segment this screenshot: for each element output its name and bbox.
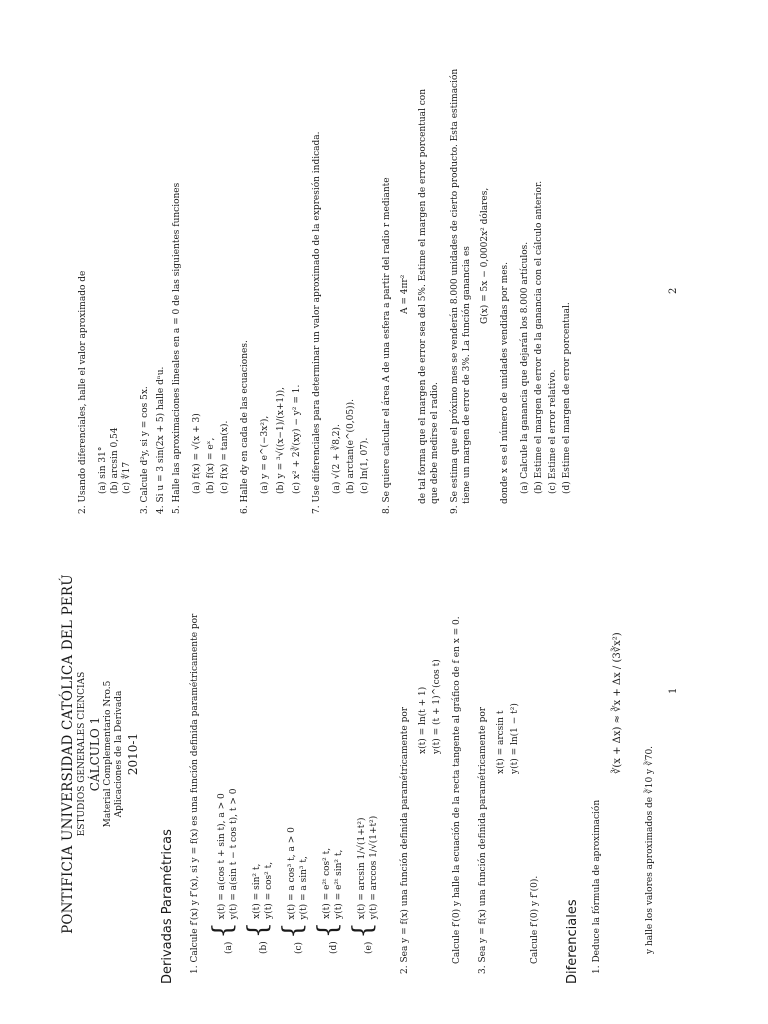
param-item-e [350,816,380,954]
question-7-item-a: (a) √(2 + ∛8,2). [332,424,342,494]
question-2-intro: 2. Usando diferenciales, halle el valor aproximado de [78,270,88,514]
question-6-intro: 6. Halle dy en cada de las ecuaciones. [240,340,250,514]
equation-x: x(t) = a cos³ t, a > 0 [287,827,298,920]
question-7-item-c: (c) ln(1, 07). [360,437,370,494]
question-5-item-c: (c) f(x) = tan(x). [220,420,230,494]
problem-3-intro: 3. Sea y = f(x) una función definida paramétricamente por [478,706,488,974]
left-brace: { [313,921,343,939]
item-label: (b) [259,941,269,954]
item-label: (e) [364,941,374,954]
question-7-item-b: (b) arctan(e^(0,05)). [346,399,356,494]
section-title-diferenciales: Diferenciales [565,899,580,984]
item-label: (a) [224,941,234,954]
item-label: (d) [329,941,339,954]
section-title-parametricas: Derivadas Paramétricas [160,829,175,984]
question-5-item-b: (b) f(x) = eˣ, [206,437,216,494]
equation-x: x(t) = a(cos t + sin t), a > 0 [217,793,228,920]
topic-line: Aplicaciones de la Derivada [114,690,125,818]
question-5-intro: 5. Halle las aproximaciones lineales en a = 0 de las siguientes funciones [172,182,182,514]
question-9-item-b: (b) Estime el margen de error de la ganancia con el cálculo anterior. [534,180,544,494]
equation-x: x(t) = arcsin 1/√(1+t²) [357,817,368,920]
page-number-1: 1 [668,687,679,694]
question-9-line-3: donde x es el número de unidades vendidas por mes. [500,261,510,504]
problem-2-eq-x: x(t) = ln(t + 1) [418,686,428,754]
problem-3-eq-y: y(t) = ln(1 − t²) [510,703,520,774]
right-column [0,14,768,514]
item-label: (c) [294,941,304,954]
equation-y: y(t) = arccos 1/√(1+t²) [368,815,379,920]
question-9-line-2: tiene un margen de error de 3%. La función ganancia es [462,246,472,504]
term-line: 2010-1 [125,732,140,776]
question-5-item-a: (a) f(x) = √(x + 3) [192,413,202,494]
question-8-formula: A = 4πr² [400,274,410,314]
param-item-b [245,862,275,954]
problem-3-outro: Calcule f′(0) y f″(0). [530,875,540,964]
page-number-2: 2 [668,287,679,294]
course-title: CÁLCULO 1 [88,716,103,792]
question-9-item-d: (d) Estime el margen de error porcentual. [562,302,572,494]
equation-y: y(t) = a(sin t − t cos t), t > 0 [228,788,239,920]
question-6-item-a: (a) y = e^(−3x²), [260,415,270,494]
question-9-item-a: (a) Calcule la ganancia que dejarán los 8.000 artículos. [520,241,530,494]
equation-y: y(t) = e²ᵗ sin² t, [333,849,344,919]
question-8-outro-1: de tal forma que el margen de error sea del 5%. Estime el margen de error porcentual con [418,89,428,504]
question-9-item-c: (c) Estime el error relativo. [548,369,558,494]
diferenciales-1-outro: y halle los valores aproximados de ∛10 y ∛70. [645,745,655,954]
question-3: 3. Calcule d²y, si y = cos 5x. [140,386,150,514]
estudios-line: ESTUDIOS GENERALES CIENCIAS [76,671,87,837]
question-6-item-c: (c) x² + 2∛(xy) − y² = 1. [292,384,302,494]
question-2-item-c: (c) ∜17 [122,461,132,494]
question-8-outro-2: que debe medirse el radio. [430,382,440,504]
university-title: PONTIFICIA UNIVERSIDAD CATÓLICA DEL PERÚ [60,574,76,934]
problem-2-outro: Calcule f′(0) y halle la ecuación de la recta tangente al gráfico de f en x = 0. [452,616,462,964]
equation-x: x(t) = sin² t, [252,863,263,919]
question-2-item-a: (a) sin 31° [98,446,108,494]
question-7-intro: 7. Use diferenciales para determinar un valor aproximado de la expresión indicada. [312,131,322,514]
problem-3-eq-x: x(t) = arcsin t [496,710,506,774]
question-2-item-b: (b) arcsin 0,54 [110,427,120,494]
question-9-formula: G(x) = 5x − 0,0002x² dólares, [480,187,490,324]
problem-2-intro: 2. Sea y = f(x) una función definida paramétricamente por [400,706,410,974]
question-8-intro: 8. Se quiere calcular el área A de una esfera a partir del radio r mediante [382,177,392,514]
question-6-item-b: (b) y = ³√((x−1)/(x+1)), [276,387,286,494]
left-brace: { [243,921,273,939]
left-column [0,504,768,1004]
left-brace: { [348,922,378,939]
left-brace: { [208,922,238,939]
equation-y: y(t) = a sin³ t, [298,856,309,920]
diferenciales-1-intro: 1. Deduce la fórmula de aproximación [592,799,602,974]
param-item-d [315,848,345,954]
left-brace: { [278,922,308,940]
problem-2-eq-y: y(t) = (t + 1)^(cos t) [432,659,442,754]
param-item-a [210,789,240,954]
question-4: 4. Si u = 3 sin(2x + 5) halle dⁿu. [156,366,166,514]
equation-y: y(t) = cos² t, [263,861,274,919]
problem-1-intro: 1. Calcule f′(x) y f″(x), si y = f(x) es una función definida paramétricamente por [190,613,200,974]
equation-x: x(t) = e²ᵗ cos² t, [322,847,333,919]
approximation-formula: ∛(x + Δx) ≈ ∛x + Δx / (3∛x²) [612,632,623,774]
header [60,504,141,1004]
param-item-c [280,827,310,954]
question-9-line-1: 9. Se estima que el próximo mes se venderán 8.000 unidades de cierto producto. Esta estimación [450,68,460,514]
material-line: Material Complementario Nro.5 [103,680,114,828]
